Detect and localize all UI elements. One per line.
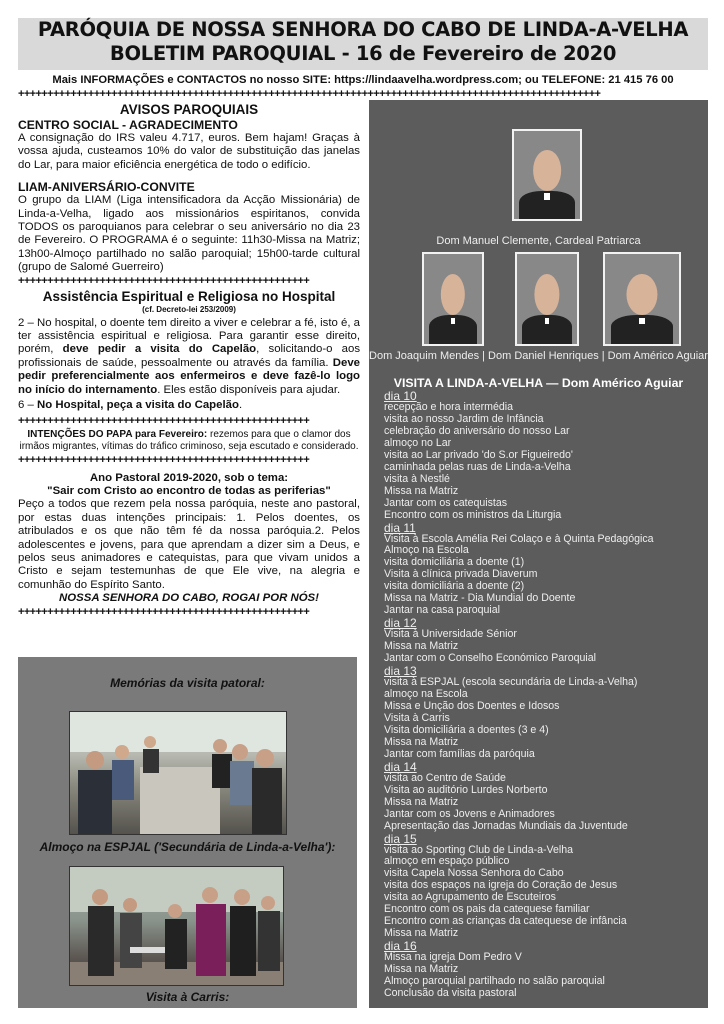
visit-schedule [384, 390, 704, 1000]
bishop-henriques-portrait [515, 252, 579, 346]
visit-item: visita domiciliária a doente (1) [384, 556, 525, 569]
carris-photo [69, 866, 284, 986]
memories-title: Memórias da visita patoral: [110, 676, 265, 690]
visit-item: almoço na Escola [384, 688, 468, 701]
visit-item: Jantar com os catequistas [384, 496, 508, 509]
visit-item: almoço no Lar [384, 436, 452, 449]
pastoral-title: Ano Pastoral 2019-2020, sob o tema: [89, 471, 289, 484]
bishops-caption: Dom Joaquim Mendes | Dom Daniel Henriques | Dom Américo Aguiar [369, 350, 708, 362]
memories-box [18, 657, 357, 1008]
visit-item: Missa e Unção dos Doentes e Idosos [384, 699, 560, 712]
parish-title: PARÓQUIA DE NOSSA SENHORA DO CABO DE LINDA-A-VELHA [37, 18, 689, 41]
visit-item: Jantar com o Conselho Económico Paroquial [384, 652, 596, 665]
lunch-scene-icon [70, 712, 286, 834]
visit-item: Encontro com os ministros da Liturgia [384, 508, 562, 521]
hospital-title: Assistência Espiritual e Religiosa no Hospital [42, 288, 336, 304]
visit-item: Visita à Escola Amélia Rei Colaço e à Quinta Pedagógica [384, 532, 654, 545]
liam-title: LIAM-ANIVERSÁRIO-CONVITE [18, 180, 195, 195]
bulletin-title: BOLETIM PAROQUIAL - 16 de Fevereiro de 2020 [109, 42, 617, 65]
visit-item: Apresentação das Jornadas Mundiais da Juventude [384, 819, 628, 832]
separator: ++++++++++++++++++++++++++++++++++++++++++++++++++ [18, 274, 310, 287]
visit-item: Missa na Matriz - Dia Mundial do Doente [384, 592, 576, 605]
visit-item: Jantar com os Jovens e Animadores [384, 807, 555, 820]
separator: ++++++++++++++++++++++++++++++++++++++++++++++++++ [18, 605, 310, 618]
visit-item: Almoço paroquial partilhado no salão paroquial [384, 975, 605, 988]
visit-item: Missa na Matriz [384, 963, 459, 976]
visit-day-heading: dia 10 [384, 389, 417, 403]
cardinal-caption: Dom Manuel Clemente, Cardeal Patriarca [436, 235, 641, 247]
visit-item: caminhada pelas ruas de Linda-a-Velha [384, 460, 571, 473]
visit-item: Missa na Matriz [384, 927, 459, 940]
pastoral-prayer: NOSSA SENHORA DO CABO, ROGAI POR NÓS! [59, 592, 319, 605]
bulletin-header [18, 18, 708, 70]
visit-item: Visita domiciliária a doentes (3 e 4) [384, 723, 549, 736]
visit-item: Missa na Matriz [384, 484, 459, 497]
visit-item: visita ao Lar privado 'do S.or Figueiredo' [384, 448, 573, 461]
visit-item: Visita à Universidade Sénior [384, 628, 517, 641]
bishop-mendes-portrait [422, 252, 484, 346]
visit-day-heading: dia 15 [384, 831, 417, 846]
separator: ++++++++++++++++++++++++++++++++++++++++++++++++++++++++++++++++++++++++++++++++++++++++++++++++++++ [18, 88, 601, 100]
hospital-paragraph-2: 6 – No Hospital, peça a visita do Capelão. [18, 399, 243, 412]
visit-item: visita à Nestlé [384, 472, 450, 485]
visit-item: Visita ao auditório Lurdes Norberto [384, 783, 548, 796]
separator: ++++++++++++++++++++++++++++++++++++++++++++++++++ [18, 414, 310, 427]
visit-item: Jantar na casa paroquial [384, 604, 501, 617]
visit-item: visita dos espaços na igreja do Coração de Jesus [384, 879, 618, 892]
visit-item: Almoço na Escola [384, 544, 469, 557]
cardinal-portrait [512, 129, 582, 221]
separator: ++++++++++++++++++++++++++++++++++++++++++++++++++ [18, 453, 310, 466]
liam-text: O grupo da LIAM (Liga intensificadora da Acção Missionária) de Linda-a-Velha, ligado aos missionários espiritanos, convida TODOS os paroquianos para celebrar o seu aniversário no dia 23 de Fevereiro. O PROGRAMA é o seguinte: 11h30-Missa na Matriz; 13h00-Almoço partilhado no salão paroquial; 15h00-tarde cultural (grupo de Salomé Guerreiro) [18, 194, 360, 274]
lunch-caption: Almoço na ESPJAL ('Secundária de Linda-a-Velha'): [39, 840, 336, 854]
visit-item: almoço em espaço público [384, 855, 510, 868]
visit-item: celebração do aniversário do nosso Lar [384, 424, 570, 437]
visit-item: Jantar com famílias da paróquia [384, 747, 535, 760]
carris-caption: Visita à Carris: [145, 990, 230, 1004]
visit-item: recepção e hora intermédia [384, 401, 513, 413]
bishop-aguiar-portrait [603, 252, 681, 346]
visit-day-heading: dia 16 [384, 939, 417, 954]
visit-item: visita ao Agrupamento de Escuteiros [384, 891, 556, 904]
visit-day-heading: dia 13 [384, 664, 417, 679]
carris-scene-icon [70, 867, 283, 985]
visit-title: VISITA A LINDA-A-VELHA — Dom Américo Aguiar [393, 376, 684, 390]
papa-intentions: INTENÇÕES DO PAPA para Fevereiro: rezemos para que o clamor dos irmãos migrantes, vítimas do tráfico criminoso, seja escutado e considerado. [19, 428, 359, 452]
visit-day-heading: dia 14 [384, 759, 417, 774]
visit-item: Conclusão da visita pastoral [384, 986, 517, 999]
lunch-photo [69, 711, 287, 835]
pastoral-text: Peço a todos que rezem pela nossa paróquia, neste ano pastoral, por estas duas intenções principais: 1. Pelos doentes, os atribulados e os que não têm fé da nossa paróquia.2. Pelos adolescentes e jovens, para que aprendam a dizer sim a Deus, e pelos seus animadores e catequistas, para que vivam unidos a Cristo e sejam testemunhas de que Ele vive, na alegria e comunhão do Espírito Santo. [18, 498, 360, 591]
visit-item: visita ao nosso Jardim de Infância [384, 412, 544, 425]
left-column [18, 102, 360, 618]
visit-day-heading: dia 12 [384, 616, 417, 631]
contact-line: Mais INFORMAÇÕES e CONTACTOS no nosso SITE: https://lindaavelha.wordpress.com; ou TELEFONE: 21 415 76 00 [52, 74, 674, 86]
visit-item: visita à ESPJAL (escola secundária de Linda-a-Velha) [384, 676, 638, 689]
centro-text: A consignação do IRS valeu 4.717, euros. Bem hajam! Graças à vossa ajuda, custeamos 10% do valor de substituição das janelas do Lar, para maior eficiência energética de todo o edifício. [18, 132, 360, 171]
visit-item: visita domiciliária a doente (2) [384, 580, 525, 593]
visit-item: Missa na igreja Dom Pedro V [384, 951, 522, 964]
visit-item: Missa na Matriz [384, 795, 459, 808]
visit-item: visita ao Centro de Saúde [384, 771, 506, 784]
visit-item: Visita à Carris [384, 711, 450, 724]
right-column [369, 100, 708, 1008]
centro-title: CENTRO SOCIAL - AGRADECIMENTO [18, 118, 238, 132]
visit-day-heading: dia 11 [384, 520, 416, 535]
hospital-paragraph-1: 2 – No hospital, o doente tem direito a viver e celebrar a fé, isto é, a ter assistência espiritual e religiosa. Para garantir esse direito, porém, deve pedir a visita do Capelão, solicitando-o aos profissionais de saúde, pessoalmente ou através da família. Deve pedir preferencialmente aos enfermeiros e deve fazê-lo logo no início do internamento. Eles estão disponíveis para ajudar. [18, 316, 361, 396]
visit-item: Encontro com as crianças da catequese de infância [384, 915, 627, 928]
visit-item: Missa na Matriz [384, 735, 459, 748]
visit-item: visita ao Sporting Club de Linda-a-Velha [384, 843, 574, 856]
visit-item: Encontro com os pais da catequese familiar [384, 903, 590, 916]
avisos-title: AVISOS PAROQUIAIS [119, 102, 259, 117]
visit-item: Missa na Matriz [384, 640, 459, 653]
pastoral-theme: "Sair com Cristo ao encontro de todas as periferias" [47, 484, 331, 497]
visit-item: visita Capela Nossa Senhora do Cabo [384, 867, 564, 880]
visit-item: Visita à clínica privada Diaverum [384, 568, 538, 581]
hospital-decree: (cf. Decreto-lei 253/2009) [142, 304, 236, 314]
